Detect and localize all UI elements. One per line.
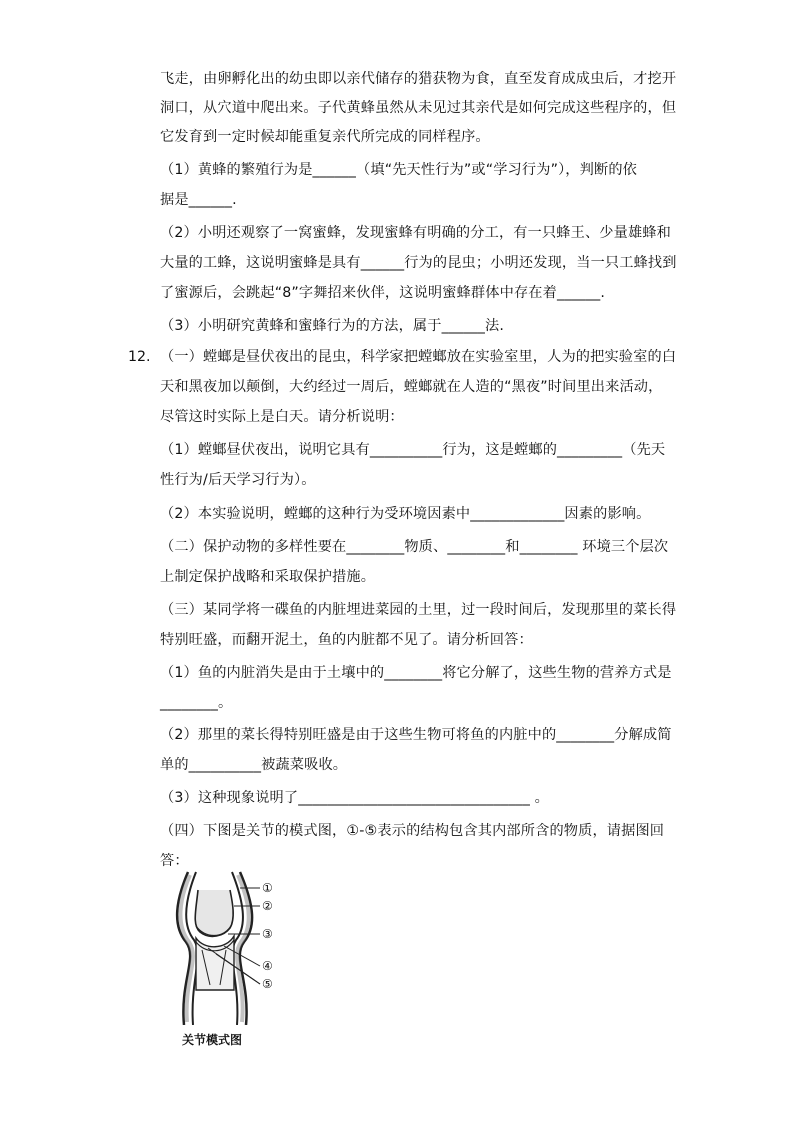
text-line: 特别旺盛，而翻开泥土，鱼的内脏都不见了。请分析回答：: [160, 632, 533, 648]
question-line: （3）小明研究黄蜂和蜜蜂行为的方法，属于______法.: [160, 318, 505, 334]
figure-caption: 关节模式图: [182, 1033, 243, 1047]
label-5: ⑤: [262, 977, 273, 991]
question-line: （1）鱼的内脏消失是由于土壤中的________将它分解了，这些生物的营养方式是: [160, 665, 672, 681]
question-line: 大量的工蜂，这说明蜜蜂是具有______行为的昆虫；小明还发现，当一只工蜂找到: [160, 255, 677, 271]
question-line: （1）螳螂昼伏夜出，说明它具有__________行为，这是螳螂的_________（先天: [160, 442, 666, 458]
question-line: （2）小明还观察了一窝蜜蜂，发现蜜蜂有明确的分工，有一只蜂王、少量雄蜂和: [160, 225, 671, 241]
question-line: 据是______.: [160, 192, 237, 208]
text-line: 性行为/后天学习行为）。: [160, 472, 316, 488]
text-line: 答：: [160, 853, 189, 869]
question-number: 12.: [128, 349, 151, 365]
text-line: 尽管这时实际上是白天。请分析说明：: [160, 409, 404, 425]
text-line: ________。: [160, 695, 233, 711]
text-line: 单的__________被蔬菜吸收。: [160, 757, 348, 773]
question-line: （3）这种现象说明了________________________________ 。: [160, 790, 550, 806]
question-line: （二）保护动物的多样性要在________物质、________和________ 环境三个层次: [160, 539, 669, 555]
label-4: ④: [262, 959, 273, 973]
question-line: （四）下图是关节的模式图，①-⑤表示的结构包含其内部所含的物质，请据图回: [160, 823, 665, 839]
text-line: 它发育到一定时候却能重复亲代所完成的同样程序。: [160, 129, 490, 145]
text-line: 飞走，由卵孵化出的幼虫即以亲代储存的猎获物为食，直至发育成成虫后，才挖开: [160, 71, 677, 87]
label-1: ①: [262, 881, 273, 895]
question-line: 了蜜源后，会跳起“8”字舞招来伙伴，这说明蜜蜂群体中存在着______.: [160, 285, 606, 301]
joint-head: [195, 890, 233, 936]
label-2: ②: [262, 899, 273, 913]
question-line: （2）那里的菜长得特别旺盛是由于这些生物可将鱼的内脏中的________分解成简: [160, 727, 672, 743]
text-line: 上制定保护战略和采取保护措施。: [160, 569, 376, 585]
question-line: （三）某同学将一碟鱼的内脏埋进菜园的土里，过一段时间后，发现那里的菜长得: [160, 602, 677, 618]
label-3: ③: [262, 927, 273, 941]
question-line: （一）螳螂是昼伏夜出的昆虫，科学家把螳螂放在实验室里，人为的把实验室的白: [160, 349, 677, 365]
question-line: （2）本实验说明，螳螂的这种行为受环境因素中_____________因素的影响。: [160, 506, 651, 522]
joint-socket: [196, 936, 234, 990]
question-line: （1）黄蜂的繁殖行为是______（填“先天性行为”或“学习行为”），判断的依: [160, 162, 637, 178]
text-line: 天和黑夜加以颠倒，大约经过一周后，螳螂就在人造的“黑夜”时间里出来活动，: [160, 379, 663, 395]
text-line: 洞口，从穴道中爬出来。子代黄蜂虽然从未见过其亲代是如何完成这些程序的，但: [160, 100, 677, 116]
